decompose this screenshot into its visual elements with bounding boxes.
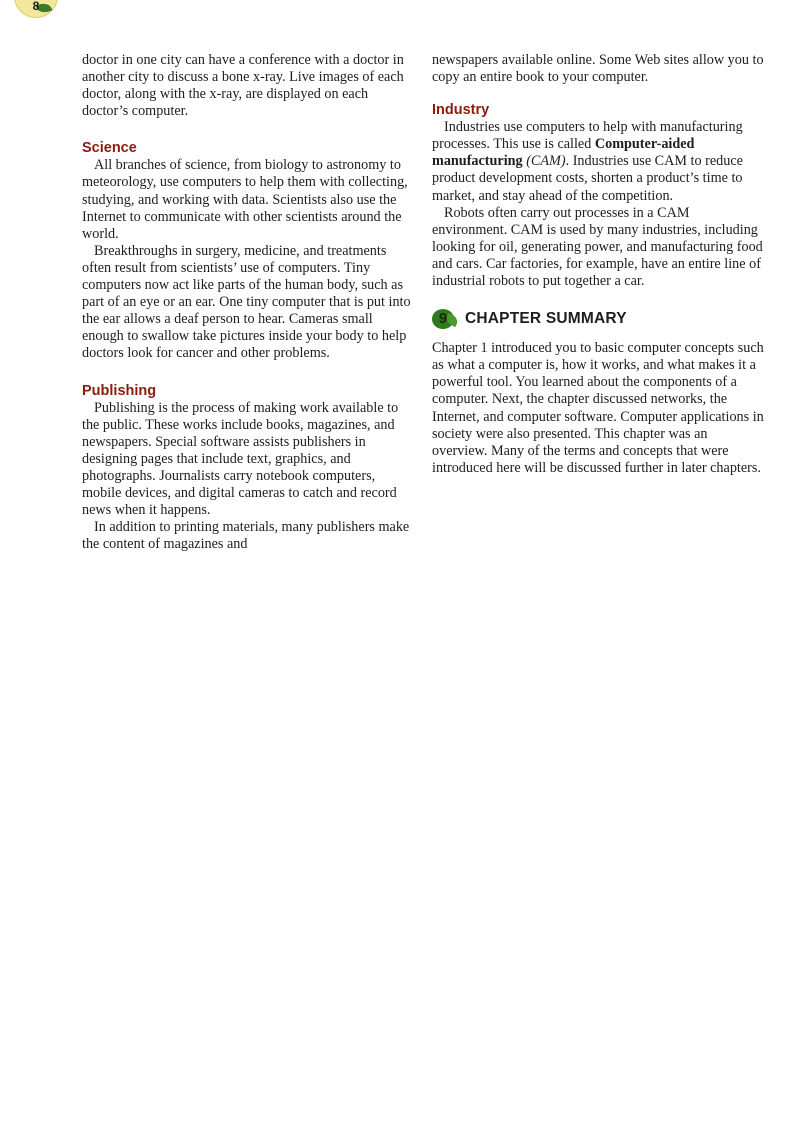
publishing-heading: Publishing (82, 382, 157, 399)
industry-p1-end: . Industries use CAM to reduce product development costs, shorten a product’s time to market, and stay ahead of the competition. (432, 153, 743, 204)
leaf-number-icon (432, 307, 460, 331)
science-paragraph-1: All branches of science, from biology to astronomy to meteorology, use computers to help them with collecting, studying, and working with data. Scientists also use the Internet to communicate with other scientists around the world. (82, 157, 408, 242)
page-number: 8 (32, 0, 40, 13)
page-number-badge (14, 0, 58, 18)
science-heading: Science (82, 140, 137, 157)
industry-heading: Industry (432, 102, 490, 119)
cam-term: Computer-aided manufacturing (432, 136, 695, 170)
chapter-summary-header (432, 306, 764, 332)
chapter-summary-paragraph: Chapter 1 introduced you to basic computer concepts such as what a computer is, how it works, and what makes it a powerful tool. You learned about the components of a computer. Next, the chapter discussed networks, the Internet, and computer software. Computer applications in society were also presented. This chapter was an overview. Many of the terms and concepts that were introduced here will be discussed further in later chapters. (432, 340, 764, 476)
publishing-paragraph-2: In addition to printing materials, many publishers make the content of magazines and (82, 519, 410, 553)
left-column (82, 52, 412, 553)
continued-paragraph-right: newspapers available online. Some Web sites allow you to copy an entire book to your computer. (432, 52, 764, 86)
chapter-summary-heading: CHAPTER SUMMARY (465, 310, 627, 328)
summary-badge-number: 9 (438, 310, 448, 328)
continued-paragraph: doctor in one city can have a conference with a doctor in another city to discuss a bone x-ray. Live images of each doctor, along with the x-ray, are displayed on each doctor’s computer. (82, 52, 404, 120)
cam-abbreviation: (CAM) (522, 153, 566, 170)
industry-paragraph-2: Robots often carry out processes in a CAM environment. CAM is used by many industries, including looking for oil, generating power, and manufacturing food and cars. Car factories, for example, have an entire line of industrial robots to put together a car. (432, 204, 763, 290)
right-column (432, 52, 764, 477)
industry-p1-start: Industries use computers to help with manufacturing processes. This use is called (432, 119, 743, 153)
industry-paragraph-1 (432, 119, 764, 204)
science-paragraph-2: Breakthroughs in surgery, medicine, and treatments often result from scientists’ use of computers. Tiny computers now act like parts of the human body, such as part of an eye or an ear. One tiny computer that is put into the ear allows a deaf person to hear. Cameras small enough to swallow take pictures inside your body to help doctors look for cancer and other problems. (82, 242, 411, 362)
publishing-paragraph-1: Publishing is the process of making work available to the public. These works include books, magazines, and newspapers. Special software assists publishers in designing pages that include text, graphics, and photographs. Journalists carry notebook computers, mobile devices, and digital cameras to catch and record news when it happens. (82, 399, 399, 519)
